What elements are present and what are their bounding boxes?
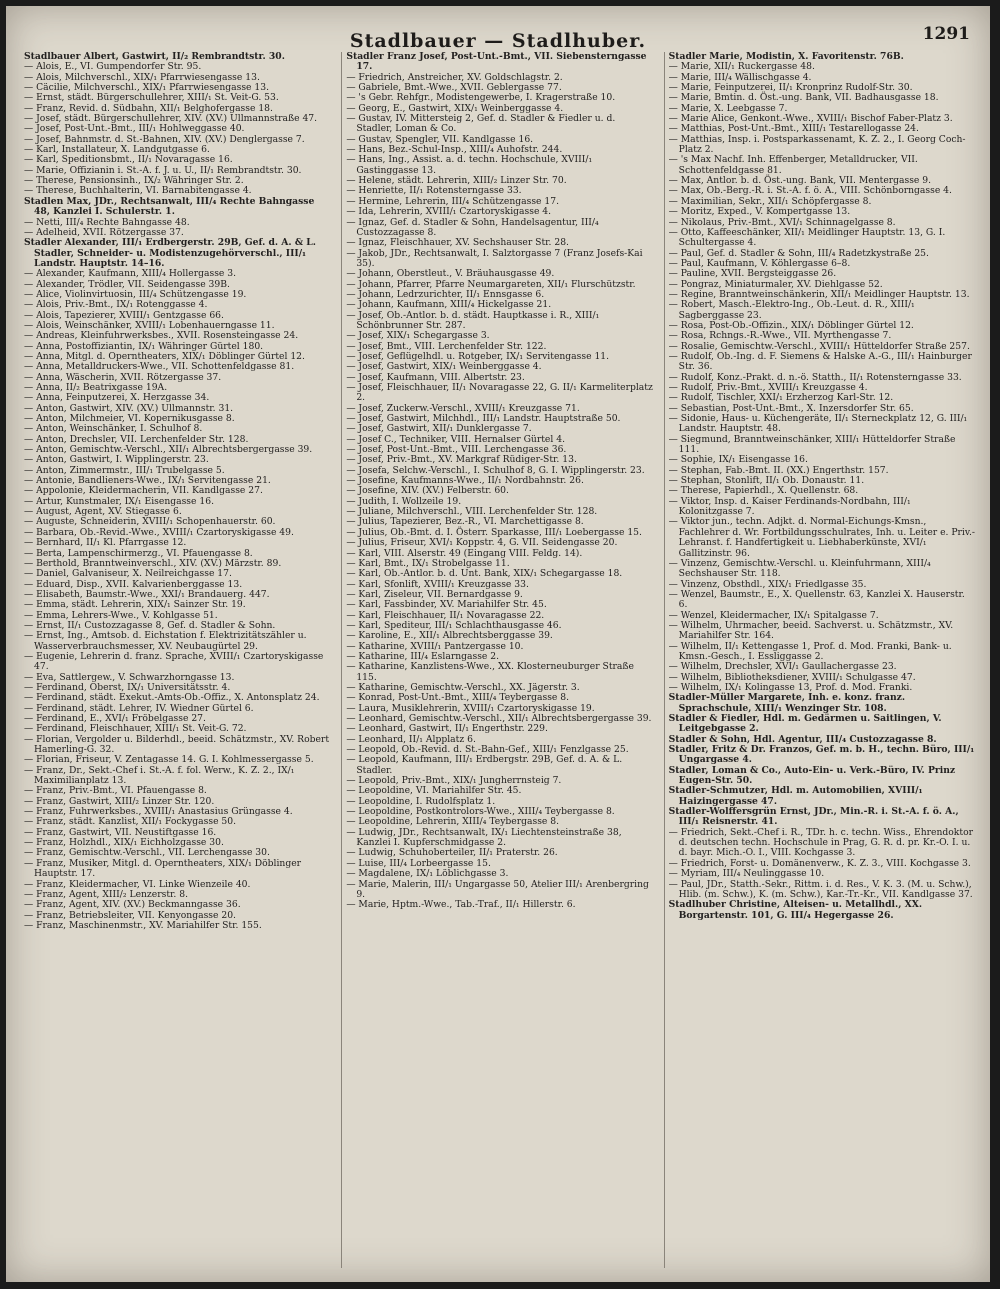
directory-entry: — Therese, Pensionsinh., IX/₂ Währinger Str. 2. xyxy=(24,175,244,187)
directory-entry: — Franz, Fuhrwerksbes., XVIII/₁ Anastasius Grüngasse 4. xyxy=(24,806,293,818)
directory-entry: — Daniel, Galvaniseur, X. Neilreichgasse 17. xyxy=(24,568,232,580)
directory-entry: Stadler Franz Josef, Post-Unt.-Bmt., VII. Siebensterngasse 17. xyxy=(346,52,647,73)
directory-entry: — Karl, Bmt., IX/₁ Strobelgasse 11. xyxy=(346,557,510,569)
directory-entry: — Franz, Maschinenmstr., XV. Mariahilfer Str. 155. xyxy=(24,919,262,931)
directory-entry: — Marie, Bmtin. d. Öst.-ung. Bank, VII. Badhausgasse 18. xyxy=(668,92,939,104)
directory-entry: — Stephan, Fab.-Bmt. II. (XX.) Engerthstr. 157. xyxy=(668,464,889,476)
directory-entry: — Josef C., Techniker, VIII. Hernalser Gürtel 4. xyxy=(346,433,565,445)
directory-entry: — Eva, Sattlergew., V. Schwarzhorngasse 13. xyxy=(24,671,235,683)
directory-entry: — Josef, Gastwirt, XII/₁ Dunklergasse 7. xyxy=(346,423,532,435)
directory-entry: — Josef, Post-Unt.-Bmt., III/₁ Hohlweggasse 40. xyxy=(24,123,245,135)
directory-entry: — Alexander, Trödler, VII. Seidengasse 39B. xyxy=(24,278,230,290)
directory-entry: — Judith, I. Wollzeile 19. xyxy=(346,495,462,507)
directory-entry: — Ferdinand, Fleischhauer, XIII/₁ St. Veit-G. 72. xyxy=(24,723,247,735)
directory-entry: — Emma, städt. Lehrerin, XIX/₁ Sainzer Str. 19. xyxy=(24,599,246,611)
directory-entry: — Wenzel, Kleidermacher, IX/₁ Spitalgasse 7. xyxy=(668,609,879,621)
directory-entry: — Paul, Gef. d. Stadler & Sohn, III/₄ Radetzkystraße 25. xyxy=(668,247,929,259)
directory-entry: — Helene, städt. Lehrerin, XIII/₂ Linzer Str. 70. xyxy=(346,175,567,187)
directory-entry: — Leonhard, Gastwirt, II/₁ Engerthstr. 229. xyxy=(346,723,548,735)
directory-entry: — Rudolf, Ob.-Ing. d. F. Siemens & Halske A.-G., III/₁ Hainburger Str. 36. xyxy=(668,350,972,373)
directory-entry: — Therese, Buchhalterin, VI. Barnabitengasse 4. xyxy=(24,185,252,197)
directory-entry: — Friedrich, Anstreicher, XV. Goldschlagstr. 2. xyxy=(346,71,563,83)
column-right xyxy=(664,52,976,1268)
directory-entry: — Josefine, XIV. (XV.) Felberstr. 60. xyxy=(346,485,509,497)
directory-entry: — Adelheid, XVII. Rötzergasse 37. xyxy=(24,226,184,238)
directory-entry: — Anton, Drechsler, VII. Lerchenfelder Str. 128. xyxy=(24,433,249,445)
directory-entry: — Gabriele, Bmt.-Wwe., XVII. Geblergasse 77. xyxy=(346,82,562,94)
directory-entry: — Leonhard, II/₁ Alpplatz 6. xyxy=(346,733,476,745)
directory-entry: Stadler & Fiedler, Hdl. m. Gedärmen u. Saitlingen, V. Leitgebgasse 2. xyxy=(668,713,942,735)
directory-entry: — Marie, III/₄ Wällischgasse 4. xyxy=(668,71,812,83)
directory-entry: — Franz, Gastwirt, XIII/₂ Linzer Str. 120. xyxy=(24,795,215,807)
directory-entry: — Marie, Malerin, III/₁ Ungargasse 50, Atelier III/₁ Arenbergring 9. xyxy=(346,878,649,900)
directory-entry: — Josef, Geflügelhdl. u. Rotgeber, IX/₁ Servitengasse 11. xyxy=(346,350,610,362)
directory-entry: — Karl, Ob.-Antlor. b. d. Unt. Bank, XIX/₁ Schegargasse 18. xyxy=(346,568,623,580)
directory-entry: — Konrad, Post-Unt.-Bmt., XIII/₄ Teybergasse 8. xyxy=(346,692,570,704)
directory-entry: — Wilhelm, Uhrmacher, beeid. Sachverst. u. Schätzmstr., XV. Mariahilfer Str. 164. xyxy=(668,619,954,642)
directory-entry: — Josef, städt. Bürgerschullehrer, XIV. (XV.) Ullmannstraße 47. xyxy=(24,113,318,125)
directory-entry: — Pauline, XVII. Bergsteiggasse 26. xyxy=(668,268,837,280)
directory-entry: — Florian, Friseur, V. Zentagasse 14. G. I. Kohlmessergasse 5. xyxy=(24,754,314,766)
directory-entry: Stadler-Müller Margarete, Inh. e. konz. franz. Sprachschule, XIII/₁ Wenzinger Str. 108. xyxy=(668,692,906,714)
directory-entry: — Hans, Bez.-Schul-Insp., XIII/₄ Auhofstr. 244. xyxy=(346,144,563,156)
directory-entry: — Josef, Bmt., VIII. Lerchenfelder Str. 122. xyxy=(346,340,547,352)
directory-entry: — Auguste, Schneiderin, XVIII/₁ Schopenhauerstr. 60. xyxy=(24,516,276,528)
directory-entry: — Matthias, Post-Unt.-Bmt., XIII/₁ Testarellogasse 24. xyxy=(668,123,919,135)
directory-entry: — Vinzenz, Obsthdl., XIX/₁ Friedlgasse 35. xyxy=(668,578,867,590)
directory-entry: — Hans, Ing., Assist. a. d. techn. Hochschule, XVIII/₁ Gastinggasse 13. xyxy=(346,154,593,176)
directory-entry: — Franz, Musiker, Mitgl. d. Operntheaters, XIX/₁ Döblinger Hauptstr. 17. xyxy=(24,857,302,880)
directory-entry: — Jakob, JDr., Rechtsanwalt, I. Salztorgasse 7 (Franz Josefs-Kai 35). xyxy=(346,247,643,269)
directory-entry: — Alois, Tapezierer, XVIII/₁ Gentzgasse 66. xyxy=(24,309,224,321)
directory-entry: — Gustav, IV. Mittersteig 2, Gef. d. Stadler & Fiedler u. d. Stadler, Loman & Co. xyxy=(346,113,616,135)
directory-entry: — Franz, Dr., Sekt.-Chef i. St.-A. f. fol. Werw., K. Z. 2., IX/₁ Maximilianplatz 13. xyxy=(24,764,295,787)
directory-entry: — Georg, E., Gastwirt, XIX/₁ Weinberggasse 4. xyxy=(346,102,564,114)
directory-entry: — Johann, Ledrzurichter, II/₁ Ennsgasse 6. xyxy=(346,288,545,300)
directory-entry: — Anna, Feinputzerei, X. Herzgasse 34. xyxy=(24,392,210,404)
directory-entry: — Alois, E., VI. Gumpendorfer Str. 95. xyxy=(24,61,202,73)
directory-entry: — Robert, Masch.-Elektro-Ing., Ob.-Leut. d. R., XIII/₁ Sagberggasse 23. xyxy=(668,299,915,321)
directory-entry: — Therese, Papierhdl., X. Quellenstr. 68. xyxy=(668,485,859,497)
directory-entry: — Wilhelm, Bibliotheksdiener, XVIII/₁ Schulgasse 47. xyxy=(668,671,916,683)
directory-entry: — Josefa, Selchw.-Verschl., I. Schulhof 8, G. I. Wipplingerstr. 23. xyxy=(346,464,645,476)
directory-entry: — Sophie, IX/₁ Eisengasse 16. xyxy=(668,454,808,466)
directory-entry: — Karl, VIII. Alserstr. 49 (Eingang VIII. Feldg. 14). xyxy=(346,547,583,559)
column-middle xyxy=(341,52,653,1268)
directory-entry: — Franz, Gastwirt, VII. Neustiftgasse 16. xyxy=(24,826,217,838)
directory-entry: — Juliane, Milchverschl., VIII. Lerchenfelder Str. 128. xyxy=(346,506,598,518)
directory-entry: — Alois, Weinschänker, XVIII/₁ Lobenhauerngasse 11. xyxy=(24,319,275,331)
directory-entry: — Artur, Kunstmaler, IX/₁ Eisengasse 16. xyxy=(24,495,214,507)
directory-entry: — Maximilian, Sekr., XII/₁ Schöpfergasse 8. xyxy=(668,195,872,207)
directory-entry: — Alice, Violinvirtuosin, III/₄ Schützengasse 19. xyxy=(24,288,247,300)
directory-entry: — Josef, Zuckerw.-Verschl., XVIII/₁ Kreuzgasse 71. xyxy=(346,402,580,414)
directory-entry: — Josef, XIX/₁ Schegargasse 3. xyxy=(346,330,490,342)
directory-entry: — Rudolf, Priv.-Bmt., XVIII/₁ Kreuzgasse 4. xyxy=(668,382,868,393)
directory-entry: — Ludwig, Schuhoberteiler, II/₁ Praterstr. 26. xyxy=(346,847,558,859)
directory-entry: — Josef, Fleischhauer, II/₁ Novaragasse 22, G. II/₁ Karmeliterplatz 2. xyxy=(346,382,653,404)
directory-entry: — Leonhard, Gemischtw.-Verschl., XII/₁ Albrechtsbergergasse 39. xyxy=(346,713,652,724)
directory-entry: — Andreas, Kleinfuhrwerksbes., XVII. Rosensteingasse 24. xyxy=(24,330,299,342)
directory-entry: — Luise, III/₄ Lorbeergasse 15. xyxy=(346,857,491,869)
directory-entry: Stadler, Fritz & Dr. Franzos, Gef. m. b. H., techn. Büro, III/₁ Ungargasse 4. xyxy=(668,744,975,766)
directory-entry: — Laura, Musiklehrerin, XVIII/₁ Czartoryskigasse 19. xyxy=(346,702,595,714)
directory-entry: — Franz, Holzhdl., XIX/₁ Eichholzgasse 30. xyxy=(24,837,224,849)
page-number: 1291 xyxy=(922,24,970,44)
directory-entry: — Franz, Agent, XIV. (XV.) Beckmanngasse 36. xyxy=(24,899,241,911)
directory-entry: — Josef, Ob.-Antlor. b. d. städt. Hauptkasse i. R., XIII/₁ Schönbrunner Str. 287. xyxy=(346,309,600,331)
directory-entry: — Friedrich, Forst- u. Domänenverw., K. Z. 3., VIII. Kochgasse 3. xyxy=(668,857,971,869)
directory-entry: — Ferdinand, Oberst, IX/₁ Universitätsstr. 4. xyxy=(24,681,231,693)
directory-entry: — Bernhard, II/₁ Kl. Pfarrgasse 12. xyxy=(24,537,187,549)
directory-entry: — Julius, Ob.-Bmt. d. I. Österr. Sparkasse, III/₁ Loebergasse 15. xyxy=(346,526,642,538)
directory-entry: — Franz, Kleidermacher, VI. Linke Wienzeile 40. xyxy=(24,878,251,890)
directory-entry: Stadler, Loman & Co., Auto-Ein- u. Verk.-Büro, IV. Prinz Eugen-Str. 50. xyxy=(668,764,956,787)
directory-entry: — Viktor, Insp. d. Kaiser Ferdinands-Nordbahn, III/₁ Kolonitzgasse 7. xyxy=(668,495,911,518)
directory-entry: — Max, Antlor. b. d. Öst.-ung. Bank, VII. Mentergasse 9. xyxy=(668,175,932,187)
directory-entry: — Anna, II/₂ Beatrixgasse 19A. xyxy=(24,382,168,393)
directory-entry: — Marie Alice, Genkont.-Wwe., XVIII/₁ Bischof Faber-Platz 3. xyxy=(668,113,953,125)
directory-entry: — Leopoldine, Postkontrolors-Wwe., XIII/₄ Teybergasse 8. xyxy=(346,806,615,818)
directory-entry: — Katharine, III/₄ Eslarngasse 2. xyxy=(346,650,500,662)
directory-entry: — Barbara, Ob.-Revid.-Wwe., XVIII/₁ Czartoryskigasse 49. xyxy=(24,526,294,538)
directory-entry: — Karl, Fassbinder, XV. Mariahilfer Str. 45. xyxy=(346,599,547,611)
directory-entry: — Anna, Mitgl. d. Operntheaters, XIX/₁ Döblinger Gürtel 12. xyxy=(24,350,305,362)
directory-entry: — Leopold, Kaufmann, III/₁ Erdbergstr. 29B, Gef. d. A. & L. Stadler. xyxy=(346,754,623,776)
directory-entry: — Eugenie, Lehrerin d. franz. Sprache, XVIII/₁ Czartoryskigasse 47. xyxy=(24,650,324,673)
directory-entry: — Karl, Fleischhauer, II/₁ Novaragasse 22. xyxy=(346,609,545,621)
directory-entry: — Matthias, Insp. i. Postsparkassenamt, K. Z. 2., I. Georg Coch-Platz 2. xyxy=(668,133,966,156)
directory-entry: — Leopold, Priv.-Bmt., XIX/₁ Jungherrnsteig 7. xyxy=(346,775,562,787)
directory-entry: — Cäcilie, Milchverschl., XIX/₁ Pfarrwiesengasse 13. xyxy=(24,82,270,94)
directory-entry: — Franz, Gemischtw.-Verschl., VII. Lerchengasse 30. xyxy=(24,847,270,859)
directory-entry: — Leopoldine, I. Rudolfsplatz 1. xyxy=(346,795,496,807)
directory-entry: — Wilhelm, Drechsler, XVI/₁ Gaullachergasse 23. xyxy=(668,661,897,673)
directory-entry: — Julius, Tapezierer, Bez.-R., VI. Marchettigasse 8. xyxy=(346,516,584,528)
directory-entry: — Ernst, Ing., Amtsob. d. Eichstation f. Elektrizitätszähler u. Wasserverbrauchsmesser, XV. Neubaugürtel 29. xyxy=(24,630,307,652)
directory-entry: — Rosa, Rchngs.-R.-Wwe., VII. Myrthengasse 7. xyxy=(668,330,892,342)
directory-entry: — Netti, III/₄ Rechte Bahngasse 48. xyxy=(24,216,190,228)
directory-entry: — Franz, Priv.-Bmt., VI. Pfauengasse 8. xyxy=(24,785,207,797)
directory-entry: — Julius, Friseur, XVI/₁ Koppstr. 4, G. VII. Seidengasse 20. xyxy=(346,537,618,549)
directory-entry: — 's Gebr. Rehfgr., Modistengewerbe, I. Kragerstraße 10. xyxy=(346,92,616,104)
directory-entry: — Eduard, Disp., XVII. Kalvarienberggasse 13. xyxy=(24,578,243,590)
column-left xyxy=(24,52,331,1268)
directory-entry: — Anton, Weinschänker, I. Schulhof 8. xyxy=(24,423,203,435)
directory-entry: — Emma, Lehrers-Wwe., V. Kohlgasse 51. xyxy=(24,609,218,621)
directory-entry: — Paul, JDr., Statth.-Sekr., Rittm. i. d. Res., V. K. 3. (M. u. Schw.), Hlib. (m. Schw.), K. (m. Schw.), Kar.-Tr.-Kr., VII. Kandlgasse 37. xyxy=(668,878,973,900)
directory-entry: — Josef, Kaufmann, VIII. Albertstr. 23. xyxy=(346,371,525,383)
directory-entry: — Vinzenz, Gemischtw.-Verschl. u. Kleinfuhrmann, XIII/₄ Sechshauser Str. 118. xyxy=(668,557,931,580)
directory-entry: — Josefine, Kaufmanns-Wwe., II/₁ Nordbahnstr. 26. xyxy=(346,475,584,487)
directory-entry: — Ferdinand, städt. Lehrer, IV. Wiedner Gürtel 6. xyxy=(24,702,254,714)
directory-entry: — Otto, Kaffeeschänker, XII/₁ Meidlinger Hauptstr. 13, G. I. Schultergasse 4. xyxy=(668,226,946,249)
directory-entry: — Elisabeth, Baumstr.-Wwe., XXI/₁ Brandauerg. 447. xyxy=(24,588,270,600)
directory-entry: — Karl, Sfonlift, XVIII/₁ Kreuzgasse 33. xyxy=(346,578,529,590)
directory-entry: — Wenzel, Baumstr., E., X. Quellenstr. 63, Kanzlei X. Hauserstr. 6. xyxy=(668,588,965,611)
directory-entry: — August, Agent, XV. Stiegasse 6. xyxy=(24,506,182,518)
directory-entry: — Ida, Lehrerin, XVIII/₁ Czartoryskigasse 4. xyxy=(346,206,552,218)
directory-entry: — Johann, Oberstleut., V. Bräuhausgasse 49. xyxy=(346,268,555,280)
directory-entry: — Anton, Milchmeier, VI. Kopernikusgasse 8. xyxy=(24,413,235,425)
directory-columns xyxy=(24,52,976,1268)
directory-entry: — Ferdinand, E., XVI/₁ Fröbelgasse 27. xyxy=(24,713,206,724)
directory-entry: — Karoline, E., XII/₁ Albrechtsberggasse 39. xyxy=(346,630,553,642)
directory-entry: — Anton, Gemischtw.-Verschl., XII/₁ Albrechtsbergergasse 39. xyxy=(24,444,313,456)
directory-entry: — Sebastian, Post-Unt.-Bmt., X. Inzersdorfer Str. 65. xyxy=(668,402,914,414)
directory-entry: — Rosalie, Gemischtw.-Verschl., XVIII/₁ Hütteldorfer Straße 257. xyxy=(668,340,970,352)
directory-entry: — Myriam, III/₄ Neulinggasse 10. xyxy=(668,868,825,880)
directory-entry: Stadlbauer Albert, Gastwirt, II/₂ Rembrandtstr. 30. xyxy=(24,52,285,62)
directory-entry: — Pongraz, Miniaturmaler, XV. Diehlgasse 52. xyxy=(668,278,883,290)
directory-entry: — Katharine, Kanzlistens-Wwe., XX. Klosterneuburger Straße 115. xyxy=(346,661,634,683)
directory-entry: Stadler & Sohn, Hdl. Agentur, III/₄ Custozzagasse 8. xyxy=(668,733,937,745)
directory-entry: — Josef, Bahnmstr. d. St.-Bahnen, XIV. (XV.) Denglergasse 7. xyxy=(24,133,305,145)
directory-entry: — Stephan, Stonlift, II/₁ Ob. Donaustr. 11. xyxy=(668,475,865,487)
directory-entry: — Max, Ob.-Berg.-R. i. St.-A. f. ö. A., VIII. Schönborngasse 4. xyxy=(668,185,952,197)
directory-entry: — Berta, Lampenschirmerzg., VI. Pfauengasse 8. xyxy=(24,547,253,559)
directory-entry: — Ernst, II/₁ Custozzagasse 8, Gef. d. Stadler & Sohn. xyxy=(24,619,276,631)
directory-entry: — Johann, Pfarrer, Pfarre Neumargareten, XII/₁ Flurschützstr. xyxy=(346,278,636,290)
directory-entry: Stadler Marie, Modistin, X. Favoritenstr. 76B. xyxy=(668,52,904,62)
directory-entry: — Marie, Hptm.-Wwe., Tab.-Traf., II/₁ Hillerstr. 6. xyxy=(346,899,576,911)
directory-entry: — Wilhelm, II/₁ Kettengasse 1, Prof. d. Mod. Franki, Bank- u. Kmsn.-Gesch., I. Essliggasse 2. xyxy=(668,640,952,662)
directory-entry: — Berthold, Branntweinverschl., XIV. (XV.) Märzstr. 89. xyxy=(24,557,282,569)
directory-entry: — Marie, X. Leebgasse 7. xyxy=(668,102,788,114)
page-title: Stadlbauer — Stadlhuber. xyxy=(349,30,647,52)
directory-entry: — Marie, Feinputzerei, II/₁ Kronprinz Rudolf-Str. 30. xyxy=(668,82,913,94)
page-header xyxy=(6,20,990,50)
directory-entry: Stadler-Schmutzer, Hdl. m. Automobilien, XVIII/₁ Haizingergasse 47. xyxy=(668,785,923,807)
directory-entry: — Viktor jun., techn. Adjkt. d. Normal-Eichungs-Kmsn., Fachlehrer d. Wr. Fortbildungsschulrates, Inh. u. Leiter e. Priv.-Lehranst. f. Handfertigkeit u. Liebhaberkünste, XVI/₁ Gallitzinstr. 96. xyxy=(668,516,975,559)
directory-entry: — Florian, Vergolder u. Bilderhdl., beeid. Schätzmstr., XV. Robert Hamerling-G. 32. xyxy=(24,733,330,756)
directory-entry: — Anna, Wäscherin, XVII. Rötzergasse 37. xyxy=(24,371,222,383)
directory-entry: — Moritz, Exped., V. Kompertgasse 13. xyxy=(668,206,851,218)
directory-entry: — Sidonie, Haus- u. Küchengeräte, II/₁ Sterneckplatz 12, G. III/₁ Landstr. Hauptstr. 48. xyxy=(668,413,968,435)
directory-entry: — Katharine, Gemischtw.-Verschl., XX. Jägerstr. 3. xyxy=(346,681,580,693)
directory-entry: — Ferdinand, städt. Exekut.-Amts-Ob.-Offiz., X. Antonsplatz 24. xyxy=(24,692,320,704)
directory-entry: — Anton, Gastwirt, XIV. (XV.) Ullmannstr. 31. xyxy=(24,402,234,414)
directory-entry: — Gustav, Spengler, VII. Kandlgasse 16. xyxy=(346,133,534,145)
directory-entry: — Ignaz, Gef. d. Stadler & Sohn, Handelsagentur, III/₄ Custozzagasse 8. xyxy=(346,216,599,238)
directory-entry: — Ernst, städt. Bürgerschullehrer, XIII/₁ St. Veit-G. 53. xyxy=(24,92,279,104)
directory-entry: — Leopold, Ob.-Revid. d. St.-Bahn-Gef., XIII/₁ Fenzlgasse 25. xyxy=(346,744,629,756)
directory-entry: — Henriette, II/₁ Rotensterngasse 33. xyxy=(346,185,522,197)
directory-entry: — Anton, Zimmermstr., III/₁ Trubelgasse 5. xyxy=(24,464,225,476)
directory-entry: — Karl, Speditionsbmt., II/₁ Novaragasse 16. xyxy=(24,154,233,166)
directory-entry: — Anna, Postoffiziantin, IX/₁ Währinger Gürtel 180. xyxy=(24,340,264,352)
directory-page xyxy=(6,6,990,1282)
directory-entry: — Anton, Gastwirt, I. Wipplingerstr. 23. xyxy=(24,454,209,466)
directory-entry: — Ignaz, Fleischhauer, XV. Sechshauser Str. 28. xyxy=(346,237,569,249)
directory-entry: — Franz, Betriebsleiter, VII. Kenyongasse 20. xyxy=(24,909,236,921)
directory-entry: — Marie, XII/₁ Ruckergasse 48. xyxy=(668,61,815,73)
directory-entry: — Paul, Kaufmann, V. Köhlergasse 6–8. xyxy=(668,257,851,269)
directory-entry: — Hermine, Lehrerin, III/₄ Schützengasse 17. xyxy=(346,195,559,207)
directory-entry: — Regine, Branntweinschänkerin, XII/₁ Meidlinger Hauptstr. 13. xyxy=(668,288,970,300)
directory-entry: — Josef, Post-Unt.-Bmt., VIII. Lerchengasse 36. xyxy=(346,444,567,456)
directory-entry: — Franz, Agent, XIII/₂ Lenzerstr. 8. xyxy=(24,888,189,900)
directory-entry: Stadler Alexander, III/₁ Erdbergerstr. 29B, Gef. d. A. & L. Stadler, Schneider- u. Modistenzugehörverschl., III/₁ Landstr. Hauptstr. 14–16. xyxy=(24,237,316,269)
directory-entry: — Josef, Gastwirt, XIX/₁ Weinberggasse 4. xyxy=(346,361,542,373)
directory-entry: — Wilhelm, IX/₁ Kolingasse 13, Prof. d. Mod. Franki. xyxy=(668,681,913,693)
directory-entry: — Rosa, Post-Ob.-Offizin., XIX/₁ Döblinger Gürtel 12. xyxy=(668,319,914,331)
directory-entry: — Friedrich, Sekt.-Chef i. R., TDr. h. c. techn. Wiss., Ehrendoktor d. deutschen techn. Hochschule in Prag, G. R. d. pr. Kr.-O. I. u. d. bayr. Mich.-O. I., VIII. Kochgasse 3. xyxy=(668,826,973,859)
directory-entry: — Rudolf, Konz.-Prakt. d. n.-ö. Statth., II/₁ Rotensterngasse 33. xyxy=(668,371,962,383)
directory-entry: — Rudolf, Tischler, XXI/₁ Erzherzog Karl-Str. 12. xyxy=(668,392,894,404)
directory-entry: — 's Max Nachf. Inh. Effenberger, Metalldrucker, VII. Schottenfeldgasse 81. xyxy=(668,154,918,176)
directory-entry: — Anna, Metalldruckers-Wwe., VII. Schottenfeldgasse 81. xyxy=(24,361,295,373)
directory-entry: Stadler-Wolffersgrün Ernst, JDr., Min.-R. i. St.-A. f. ö. A., III/₁ Reisnerstr. 41. xyxy=(668,806,959,828)
directory-entry: — Antonie, Bandlieners-Wwe., IX/₁ Servitengasse 21. xyxy=(24,475,271,487)
directory-entry: — Ludwig, JDr., Rechtsanwalt, IX/₁ Liechtensteinstraße 38, Kanzlei I. Kupferschmidgasse 2. xyxy=(346,826,622,849)
directory-entry: — Marie, Offizianin i. St.-A. f. J. u. U., II/₁ Rembrandtstr. 30. xyxy=(24,164,302,176)
directory-entry: Stadlhuber Christine, Alteisen- u. Metallhdl., XX. Borgartenstr. 101, G. III/₄ Hegergasse 26. xyxy=(668,899,923,921)
directory-entry: — Josef, Gastwirt, Milchhdl., III/₁ Landstr. Hauptstraße 50. xyxy=(346,413,621,425)
directory-entry: — Alois, Priv.-Bmt., IX/₁ Rotenggasse 4. xyxy=(24,299,208,311)
directory-entry: — Alois, Milchverschl., XIX/₁ Pfarrwiesengasse 13. xyxy=(24,71,260,83)
directory-entry: — Leopoldine, VI. Mariahilfer Str. 45. xyxy=(346,785,522,797)
directory-entry: — Karl, Spediteur, III/₁ Schlachthausgasse 46. xyxy=(346,619,562,631)
directory-entry: — Franz, Revid. d. Südbahn, XII/₁ Belghofergasse 18. xyxy=(24,102,273,114)
directory-entry: — Katharine, XVIII/₁ Pantzergasse 10. xyxy=(346,640,524,652)
directory-entry: — Nikolaus, Priv.-Bmt., XVI/₁ Schinnagelgasse 8. xyxy=(668,216,896,228)
directory-entry: Stadlen Max, JDr., Rechtsanwalt, III/₄ Rechte Bahngasse 48, Kanzlei I. Schulerstr. 1. xyxy=(24,195,315,218)
directory-entry: — Alexander, Kaufmann, XIII/₄ Hollergasse 3. xyxy=(24,268,237,280)
directory-entry: — Leopoldine, Lehrerin, XIII/₄ Teybergasse 8. xyxy=(346,816,560,828)
directory-entry: — Magdalene, IX/₁ Löblichgasse 3. xyxy=(346,868,509,880)
directory-entry: — Karl, Ziseleur, VII. Bernardgasse 9. xyxy=(346,588,523,600)
directory-entry: — Josef, Priv.-Bmt., XV. Markgraf Rüdiger-Str. 13. xyxy=(346,454,577,466)
directory-entry: — Siegmund, Branntweinschänker, XIII/₁ Hütteldorfer Straße 111. xyxy=(668,433,956,456)
directory-entry: — Appolonie, Kleidermacherin, VII. Kandlgasse 27. xyxy=(24,485,263,497)
directory-entry: — Johann, Kaufmann, XIII/₄ Hickelgasse 21. xyxy=(346,299,552,311)
directory-entry: — Franz, städt. Kanzlist, XII/₁ Fockygasse 50. xyxy=(24,816,237,828)
directory-entry: — Karl, Installateur, X. Landgutgasse 6. xyxy=(24,144,210,156)
